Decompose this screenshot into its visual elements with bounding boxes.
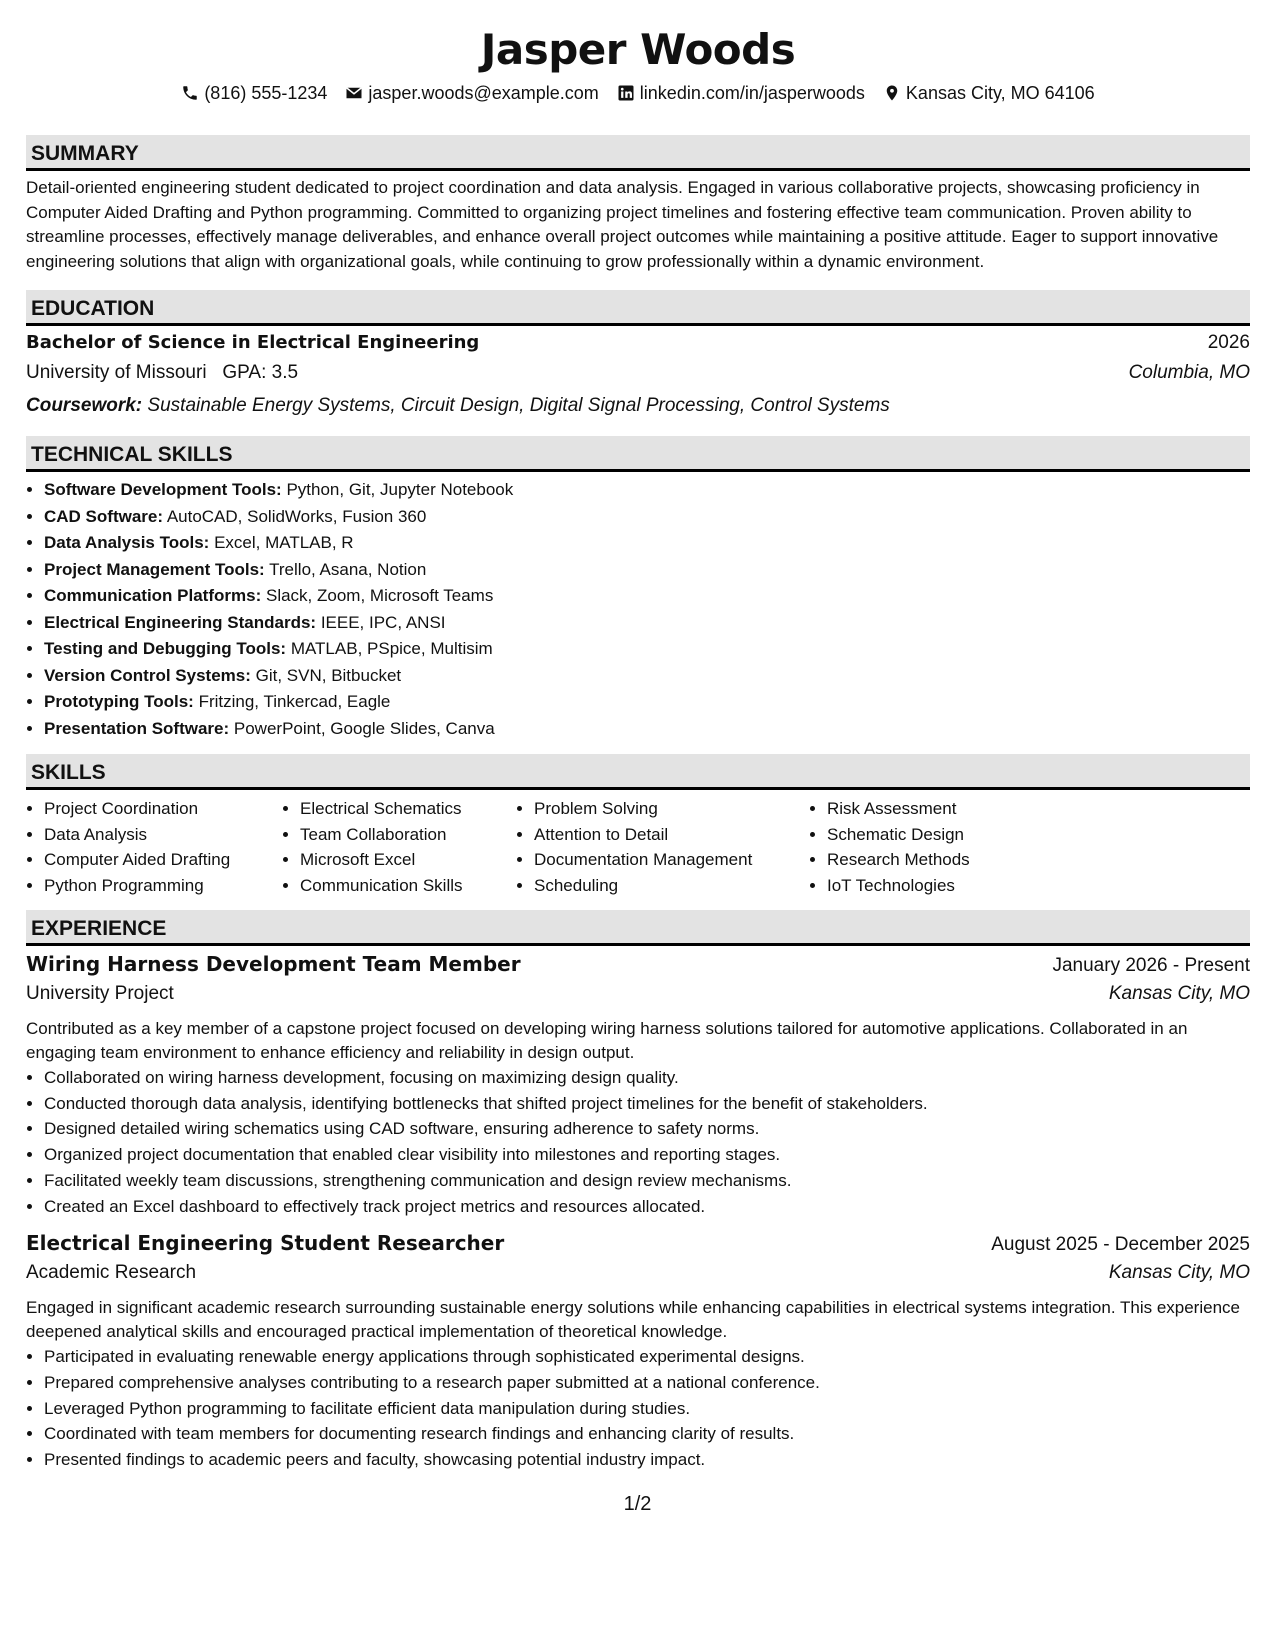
technical-skill-label: Electrical Engineering Standards: <box>44 612 317 632</box>
skill-item: • Project Coordination <box>44 796 282 822</box>
job-org-row <box>26 1262 1250 1292</box>
job-bullet: • Facilitated weekly team discussions, strengthening communication and design review mechanisms. <box>44 1168 1250 1194</box>
skill-item: • Schematic Design <box>827 822 1027 848</box>
education-heading: EDUCATION <box>26 290 1250 326</box>
technical-skill-label: CAD Software: <box>44 506 164 526</box>
technical-skill-value: Excel, MATLAB, R <box>214 533 354 552</box>
skills-columns <box>26 796 1250 898</box>
skills-column <box>26 796 282 898</box>
technical-skill-value: IEEE, IPC, ANSI <box>320 612 446 632</box>
page-number: 1/2 <box>623 1493 652 1515</box>
job-org-row <box>26 983 1250 1013</box>
location-text: Kansas City, MO 64106 <box>905 82 1095 103</box>
contact-linkedin[interactable] <box>617 83 865 104</box>
job-bullet: • Coordinated with team members for documenting research findings and enhancing clarity of results. <box>44 1421 1250 1447</box>
skills-column <box>809 796 1027 898</box>
job-location: Kansas City, MO <box>1108 1262 1250 1284</box>
technical-skill-label: Data Analysis Tools: <box>44 533 210 552</box>
job-bullets <box>26 1344 1250 1473</box>
technical-skill-label: Software Development Tools: <box>44 480 282 499</box>
email-link[interactable]: jasper.woods@example.com <box>368 82 599 103</box>
skill-item: • Problem Solving <box>534 796 809 822</box>
skill-item: • Risk Assessment <box>827 796 1027 822</box>
summary-heading: SUMMARY <box>26 135 1250 171</box>
job-dates: January 2026 - Present <box>1052 955 1250 976</box>
technical-skill-value: Python, Git, Jupyter Notebook <box>286 480 514 499</box>
job-title-row <box>26 1231 1250 1262</box>
phone-icon <box>181 84 199 102</box>
job-organization: University Project <box>26 983 174 1004</box>
degree-title: Bachelor of Science in Electrical Engineering <box>26 332 480 353</box>
coursework-line <box>26 391 1250 420</box>
technical-skill-item <box>44 557 1250 584</box>
technical-skill-value: Slack, Zoom, Microsoft Teams <box>265 586 494 605</box>
school-location: Columbia, MO <box>1128 362 1250 383</box>
graduation-year: 2026 <box>1207 332 1250 353</box>
skill-item: • Team Collaboration <box>300 822 516 848</box>
technical-skill-label: Testing and Debugging Tools: <box>44 639 287 658</box>
coursework-list: Sustainable Energy Systems, Circuit Design, Digital Signal Processing, Control Systems <box>147 395 890 416</box>
skill-item: • Computer Aided Drafting <box>44 847 282 873</box>
education-degree-row <box>26 332 1250 362</box>
job-bullet: • Designed detailed wiring schematics using CAD software, ensuring adherence to safety norms. <box>44 1116 1250 1142</box>
gpa: GPA: 3.5 <box>222 362 299 383</box>
linkedin-icon <box>617 84 635 102</box>
job-title: Electrical Engineering Student Researcher <box>26 1231 505 1256</box>
technical-skills-list <box>26 477 1250 742</box>
contact-location <box>883 83 1095 104</box>
job-bullets <box>26 1065 1250 1219</box>
job-dates: August 2025 - December 2025 <box>991 1234 1250 1256</box>
linkedin-link[interactable]: linkedin.com/in/jasperwoods <box>639 82 865 103</box>
skill-item: • Microsoft Excel <box>300 847 516 873</box>
technical-skill-label: Presentation Software: <box>44 718 230 738</box>
technical-skill-value: MATLAB, PSpice, Multisim <box>290 639 493 658</box>
technical-skill-value: Trello, Asana, Notion <box>269 559 427 579</box>
contact-phone <box>181 83 327 104</box>
school-name: University of Missouri <box>26 362 207 383</box>
experience-list <box>26 952 1250 1473</box>
technical-skills-heading: TECHNICAL SKILLS <box>26 436 1250 472</box>
contact-bar <box>26 80 1250 106</box>
skill-item: • Attention to Detail <box>534 822 809 848</box>
job-bullet: • Participated in evaluating renewable energy applications through sophisticated experimental designs. <box>44 1344 1250 1370</box>
job-bullet: • Prepared comprehensive analyses contributing to a research paper submitted at a national conference. <box>44 1370 1250 1396</box>
job-organization: Academic Research <box>26 1262 197 1284</box>
education-school-row <box>26 362 1250 391</box>
candidate-name: Jasper Woods <box>480 25 796 74</box>
skill-item: • Scheduling <box>534 873 809 899</box>
technical-skill-item <box>44 530 1250 557</box>
technical-skill-item <box>44 610 1250 637</box>
coursework-label: Coursework: <box>26 395 143 416</box>
experience-heading: EXPERIENCE <box>26 910 1250 946</box>
technical-skill-label: Project Management Tools: <box>44 559 265 579</box>
technical-skill-item <box>44 636 1250 663</box>
skill-item: • Electrical Schematics <box>300 796 516 822</box>
job-description: Contributed as a key member of a capstone project focused on developing wiring harness solutions tailored for automotive applications. Collaborated in an engaging team environment to enhance efficiency and reliability in design output. <box>26 1019 1188 1062</box>
skill-item: • Documentation Management <box>534 847 809 873</box>
job-bullet: • Organized project documentation that enabled clear visibility into milestones and reporting stages. <box>44 1142 1250 1168</box>
job-bullet: • Created an Excel dashboard to effectively track project metrics and resources allocated. <box>44 1194 1250 1220</box>
job-bullet: • Conducted thorough data analysis, identifying bottlenecks that shifted project timelines for the benefit of stakeholders. <box>44 1091 1250 1117</box>
job-title-row <box>26 952 1250 983</box>
technical-skill-item <box>44 477 1250 504</box>
technical-skill-label: Version Control Systems: <box>44 665 251 685</box>
job-bullet: • Collaborated on wiring harness development, focusing on maximizing design quality. <box>44 1065 1250 1091</box>
experience-entry <box>26 1231 1250 1473</box>
skill-item: • Communication Skills <box>300 873 516 899</box>
technical-skill-value: PowerPoint, Google Slides, Canva <box>233 718 495 738</box>
experience-entry <box>26 952 1250 1219</box>
technical-skill-item <box>44 583 1250 610</box>
resume-page <box>26 0 1250 1473</box>
skills-column <box>516 796 809 898</box>
skills-column <box>282 796 516 898</box>
summary-text: Detail-oriented engineering student dedicated to project coordination and data analysis. Engaged in various collaborative projects, showcasing proficiency in Computer Aided Drafting and Python programming. Committed to organizing project timelines and fostering effective team communication. Proven ability to streamline processes, effectively manage deliverables, and enhance overall project outcomes while maintaining a positive attitude. Eager to support innovative engineering solutions that align with organizational goals, while continuing to grow professionally within a dynamic environment. <box>26 178 1219 271</box>
skill-item: • Research Methods <box>827 847 1027 873</box>
job-description: Engaged in significant academic research surrounding sustainable energy solutions while enhancing capabilities in electrical systems integration. This experience deepened analytical skills and encouraged practical implementation of theoretical knowledge. <box>26 1298 1240 1342</box>
technical-skill-value: Git, SVN, Bitbucket <box>255 665 402 685</box>
technical-skill-item <box>44 689 1250 716</box>
technical-skill-item <box>44 663 1250 690</box>
skills-heading: SKILLS <box>26 754 1250 790</box>
skill-item: • Python Programming <box>44 873 282 899</box>
technical-skill-item <box>44 504 1250 531</box>
technical-skill-item <box>44 716 1250 743</box>
job-bullet: • Presented findings to academic peers and faculty, showcasing potential industry impact. <box>44 1447 1250 1473</box>
job-bullet: • Leveraged Python programming to facilitate efficient data manipulation during studies. <box>44 1396 1250 1422</box>
phone-text: (816) 555-1234 <box>204 82 328 103</box>
job-title: Wiring Harness Development Team Member <box>26 952 521 976</box>
envelope-icon <box>345 84 363 102</box>
skill-item: • IoT Technologies <box>827 873 1027 899</box>
map-pin-icon <box>883 84 901 102</box>
school-info <box>26 362 298 384</box>
technical-skill-value: Fritzing, Tinkercad, Eagle <box>198 692 391 711</box>
technical-skill-label: Communication Platforms: <box>44 586 262 605</box>
technical-skill-value: AutoCAD, SolidWorks, Fusion 360 <box>166 506 427 526</box>
contact-email[interactable] <box>345 83 598 104</box>
technical-skill-label: Prototyping Tools: <box>44 692 194 711</box>
skill-item: • Data Analysis <box>44 822 282 848</box>
job-location: Kansas City, MO <box>1108 983 1250 1004</box>
